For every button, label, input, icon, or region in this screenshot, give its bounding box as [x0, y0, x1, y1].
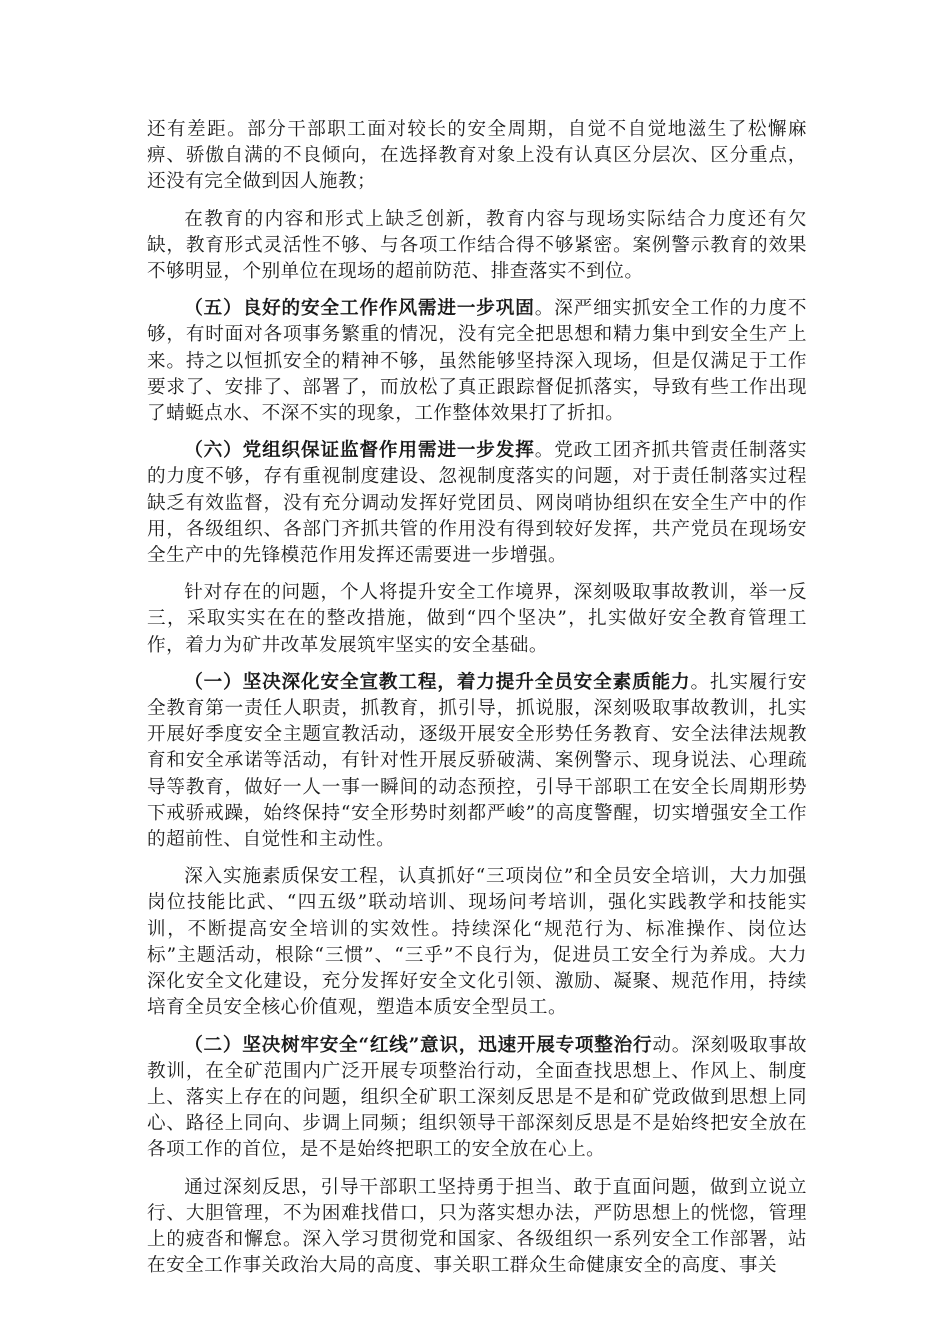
paragraph-text: 通过深刻反思，引导干部职工坚持勇于担当、敢于直面问题，做到立说立行、大胆管理，不为困难找借口，只为落实想办法，严防思想上的恍惚，管理上的疲沓和懈怠。深入学习贯彻党和国家、各级组织一系列安全工作部署，站在安全工作事关政治大局的高度、事关职工群众生命健康安全的高度、事关 — [147, 1176, 807, 1277]
paragraph-text: 针对存在的问题，个人将提升安全工作境界，深刻吸取事故教训，举一反三，采取实实在在的整改措施，做到“四个坚决”，扎实做好安全教育管理工作，着力为矿井改革发展筑牢坚实的安全基础。 — [147, 582, 807, 656]
document-body — [147, 117, 807, 1290]
paragraph-text: 。党政工团齐抓共管责任制落实的力度不够，存有重视制度建设、忽视制度落实的问题，对于责任制落实过程缺乏有效监督，没有充分调动发挥好党团员、网岗哨协组织在安全生产中的作用，各级组织、各部门齐抓共管的作用没有得到较好发挥，共产党员在现场安全生产中的先锋模范作用发挥还需要进一步增强。 — [147, 440, 807, 567]
paragraph-1 — [147, 117, 807, 196]
paragraph-text: 。扎实履行安全教育第一责任人职责，抓教育，抓引导，抓说服，深刻吸取事故教训，扎实开展好季度安全主题宣教活动，逐级开展安全形势任务教育、安全法律法规教育和安全承诺等活动，有针对性开展反骄破满、案例警示、现身说法、心理疏导等教育，做好一人一事一瞬间的动态预控，引导干部职工在安全长周期形势下戒骄戒躁，始终保持“安全形势时刻都严峻”的高度警醒，切实增强安全工作的超前性、自觉性和主动性。 — [147, 671, 807, 851]
section-heading-1: （一）坚决深化安全宣教工程，着力提升全员安全素质能力 — [184, 671, 691, 693]
paragraph-text: 还有差距。部分干部职工面对较长的安全周期，自觉不自觉地滋生了松懈麻痹、骄傲自满的不良倾向，在选择教育对象上没有认真区分层次、区分重点，还没有完全做到因人施教； — [147, 119, 807, 193]
paragraph-4 — [147, 438, 807, 569]
paragraph-5 — [147, 580, 807, 659]
section-heading-2: （二）坚决树牢安全“红线”意识，迅速开展专项整治行 — [184, 1034, 653, 1056]
section-heading-5: （五）良好的安全工作作风需进一步巩固 — [184, 298, 535, 320]
paragraph-9 — [147, 1175, 807, 1280]
paragraph-text: 在教育的内容和形式上缺乏创新，教育内容与现场实际结合力度还有欠缺，教育形式灵活性不够、与各项工作结合得不够紧密。案例警示教育的效果不够明显，个别单位在现场的超前防范、排查落实不到位。 — [147, 208, 807, 283]
paragraph-6 — [147, 670, 807, 853]
section-heading-6: （六）党组织保证监督作用需进一步发挥 — [184, 440, 535, 462]
paragraph-2 — [147, 207, 807, 286]
paragraph-text: 动。深刻吸取事故教训，在全矿范围内广泛开展专项整治行动，全面查找思想上、作风上、制度上、落实上存在的问题，组织全矿职工深刻反思是不是和矿党政做到思想上同心、路径上同向、步调上同频；组织领导干部深刻反思是不是始终把安全放在各项工作的首位，是不是始终把职工的安全放在心上。 — [147, 1034, 807, 1161]
paragraph-text: 深入实施素质保安工程，认真抓好“三项岗位”和全员安全培训，大力加强岗位技能比武、“四五级”联动培训、现场问考培训，强化实践教学和技能实训，不断提高安全培训的实效性。持续深化“规范行为、标准操作、岗位达标”主题活动，根除“三惯”、“三乎”不良行为，促进员工安全行为养成。大力深化安全文化建设，充分发挥好安全文化引领、激励、凝聚、规范作用，持续培育全员安全核心价值观，塑造本质安全型员工。 — [147, 866, 807, 1019]
paragraph-3 — [147, 296, 807, 427]
paragraph-8 — [147, 1033, 807, 1164]
paragraph-text: 。深严细实抓安全工作的力度不够，有时面对各项事务繁重的情况，没有完全把思想和精力集中到安全生产上来。持之以恒抓安全的精神不够，虽然能够坚持深入现场，但是仅满足于工作要求了、安排了、部署了，而放松了真正跟踪督促抓落实，导致有些工作出现了蜻蜓点水、不深不实的现象，工作整体效果打了折扣。 — [147, 298, 807, 425]
paragraph-7 — [147, 864, 807, 1021]
